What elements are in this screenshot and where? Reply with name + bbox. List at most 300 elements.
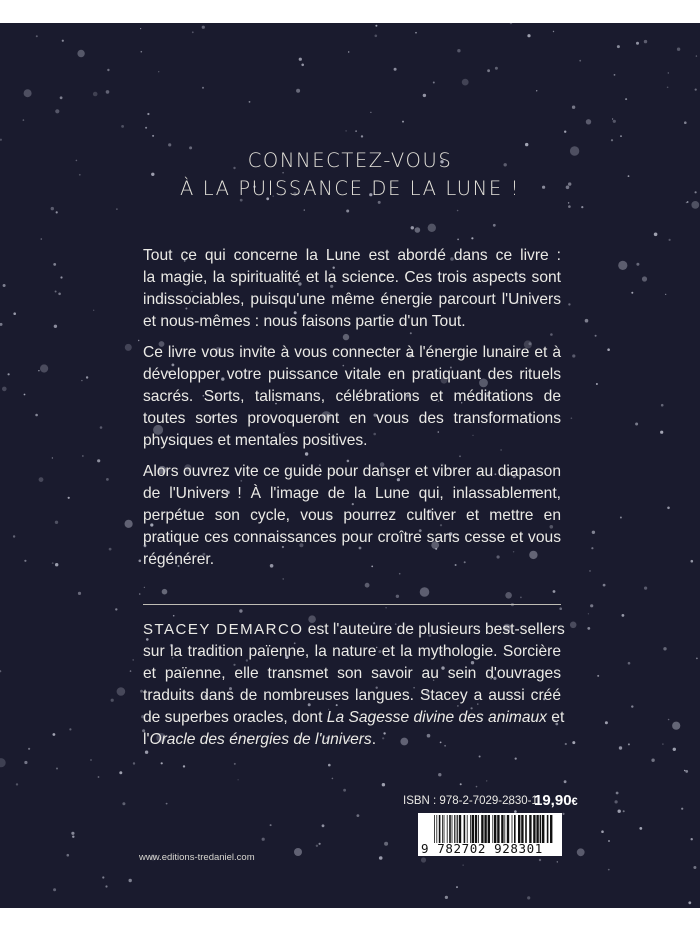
star	[90, 759, 91, 760]
star	[93, 92, 98, 97]
star	[476, 786, 478, 788]
star	[166, 803, 168, 805]
paragraph-line: physiques et mentales positives.	[143, 432, 368, 449]
star	[106, 90, 110, 94]
star	[81, 380, 82, 381]
isbn: ISBN : 978-2-7029-2830-1	[403, 795, 538, 807]
star	[56, 768, 58, 770]
star	[564, 131, 566, 133]
star	[456, 886, 458, 888]
star	[0, 323, 3, 326]
paragraph-line: pratique ces connaissances pour croître sans cesse et vous	[143, 529, 561, 546]
barcode-bar	[447, 815, 448, 843]
star	[423, 94, 426, 97]
star	[51, 207, 54, 210]
barcode-bar	[475, 815, 477, 843]
star	[631, 292, 633, 294]
star	[693, 866, 696, 869]
star	[684, 770, 686, 772]
star	[457, 239, 459, 241]
star	[72, 836, 74, 838]
star	[24, 394, 26, 396]
star	[161, 762, 163, 764]
star	[13, 535, 15, 537]
barcode-bar	[436, 815, 437, 843]
star	[570, 622, 577, 629]
star	[35, 414, 38, 417]
star	[587, 627, 590, 630]
star	[616, 792, 619, 795]
book-back-cover	[0, 23, 700, 908]
star	[192, 31, 194, 33]
author-bio-line: de superbes oracles, dont La Sagesse divine des animaux et	[143, 709, 565, 726]
star	[597, 675, 599, 677]
barcode-bar	[444, 815, 445, 843]
star	[654, 233, 658, 237]
star	[577, 848, 585, 856]
star	[620, 135, 622, 137]
barcode-bar	[542, 815, 544, 843]
star	[510, 23, 512, 24]
star	[415, 32, 417, 34]
author-bio	[143, 619, 565, 751]
star	[644, 587, 647, 590]
barcode-number: 9 782702 928301	[421, 841, 543, 856]
star	[106, 478, 109, 481]
cover-heading	[0, 147, 700, 203]
description	[143, 245, 561, 580]
star	[568, 303, 570, 305]
star	[357, 814, 360, 817]
author-bio-line: l'Oracle des énergies de l'univers.	[143, 731, 377, 748]
star	[16, 783, 18, 785]
star	[67, 854, 70, 857]
heading-line-1: CONNECTEZ-VOUS	[247, 149, 453, 172]
star	[139, 560, 142, 563]
star	[71, 832, 74, 835]
star	[445, 896, 448, 899]
star	[438, 773, 441, 776]
star	[662, 743, 663, 744]
star	[332, 778, 334, 780]
star	[685, 770, 688, 773]
star	[69, 728, 71, 730]
book-title: La Sagesse divine des animaux	[326, 709, 547, 726]
star	[608, 869, 610, 871]
paragraph-line: de l'Univers ! À l'image de la Lune qui, inlassablement,	[143, 485, 561, 502]
barcode-bar	[484, 815, 486, 843]
star	[596, 383, 598, 385]
star	[677, 48, 680, 51]
star	[667, 507, 670, 510]
star	[39, 477, 44, 482]
paragraph-line: Alors ouvrez vite ce guide pour danser et vibrer au diapason	[143, 463, 561, 480]
description-paragraph	[143, 245, 561, 333]
star	[299, 58, 302, 61]
star	[394, 68, 397, 71]
star	[572, 106, 575, 109]
star	[117, 687, 126, 696]
star	[55, 291, 57, 293]
star	[122, 802, 125, 805]
star	[631, 705, 633, 707]
barcode-bar	[547, 815, 549, 843]
author-name: STACEY DEMARCO	[143, 621, 304, 638]
publisher-website: www.editions-tredaniel.com	[139, 852, 255, 863]
barcode-bar	[470, 815, 471, 843]
heading-line-2: À LA PUISSANCE DE LA LUNE !	[179, 177, 521, 200]
star	[525, 143, 528, 146]
star	[589, 570, 590, 571]
star	[162, 589, 168, 595]
star	[78, 592, 81, 595]
star	[109, 548, 112, 551]
star	[53, 733, 56, 736]
barcode-bars	[434, 815, 554, 843]
star	[86, 376, 88, 378]
star	[0, 139, 2, 141]
star	[28, 748, 30, 750]
star	[119, 771, 122, 774]
barcode-bar	[501, 815, 503, 843]
barcode-bar	[533, 815, 535, 843]
star	[111, 699, 114, 702]
star	[505, 592, 512, 599]
star	[612, 118, 613, 119]
star	[239, 609, 242, 612]
barcode-bar	[512, 815, 513, 843]
star	[41, 238, 43, 240]
star	[620, 517, 622, 519]
star	[202, 26, 205, 29]
star	[140, 28, 141, 29]
star	[433, 82, 435, 84]
star	[428, 224, 436, 232]
star	[642, 276, 647, 281]
star	[487, 69, 490, 72]
paragraph-line: et nous-mêmes : nous faisons partie d'un Tout.	[143, 313, 466, 330]
star	[615, 800, 618, 803]
star	[379, 856, 383, 860]
star	[618, 261, 627, 270]
star	[396, 595, 399, 598]
author-bio-text: est l'auteure de plusieurs best-sellers	[303, 621, 565, 638]
star	[402, 121, 404, 123]
star	[105, 885, 107, 887]
star	[147, 113, 149, 115]
star	[56, 211, 58, 213]
star	[152, 135, 154, 137]
star	[695, 89, 697, 91]
star	[262, 838, 265, 841]
star	[173, 615, 175, 617]
star	[294, 848, 302, 856]
oracle-title: Oracle des énergies de l'univers	[149, 731, 372, 748]
paragraph-line: perpétue son cycle, vous pourrez cultiver et mettre en	[143, 507, 561, 524]
star	[115, 608, 117, 610]
star	[158, 71, 159, 72]
barcode-bar	[518, 815, 520, 843]
star	[60, 96, 63, 99]
star	[572, 354, 575, 357]
star	[619, 746, 622, 749]
star	[684, 121, 687, 124]
star	[0, 758, 6, 767]
star	[55, 109, 59, 113]
star	[691, 838, 693, 840]
star	[132, 659, 134, 661]
star	[618, 810, 621, 813]
star	[270, 824, 272, 826]
star	[100, 426, 103, 429]
star	[93, 310, 94, 311]
author-bio-line: sur la tradition païenne, la nature et la mythologie. Sorcière	[143, 643, 561, 660]
star	[520, 597, 522, 599]
star	[586, 119, 591, 124]
star	[420, 587, 430, 597]
star	[585, 319, 589, 323]
paragraph-line: Ce livre vous invite à vous connecter à l'énergie lunaire et à	[143, 344, 561, 361]
divider	[143, 604, 561, 605]
barcode-bar	[514, 815, 516, 843]
star	[40, 364, 48, 372]
star	[301, 64, 304, 67]
star	[471, 237, 473, 239]
star	[688, 901, 691, 904]
star	[328, 764, 331, 767]
paragraph-line: la magie, la spiritualité et la science. Ces trois aspects sont	[143, 269, 561, 286]
star	[608, 840, 610, 842]
star	[667, 87, 669, 89]
star	[651, 759, 654, 762]
star	[68, 497, 70, 499]
paragraph-line: indissociables, puisqu'une même énergie parcourt l'Univers	[143, 291, 561, 308]
star	[361, 135, 363, 137]
star	[107, 69, 109, 71]
star	[8, 373, 10, 375]
star	[55, 563, 58, 566]
star	[553, 31, 554, 32]
star	[60, 276, 62, 278]
star	[590, 604, 593, 607]
star	[672, 722, 680, 730]
barcode-bar	[442, 815, 443, 843]
star	[527, 34, 530, 37]
author-bio-line: traduits dans de nombreuses langues. Stacey a aussi créé	[143, 687, 561, 704]
star	[605, 721, 608, 724]
star	[133, 762, 135, 764]
star	[125, 344, 132, 351]
star	[661, 404, 664, 407]
star	[234, 763, 236, 765]
star	[463, 865, 464, 866]
star	[304, 209, 305, 210]
star	[382, 783, 385, 786]
star	[138, 340, 139, 341]
star	[479, 756, 481, 758]
star	[572, 741, 575, 744]
star	[588, 613, 589, 614]
star	[557, 861, 558, 862]
star	[603, 584, 606, 587]
barcode-bar	[504, 815, 505, 843]
star	[52, 457, 53, 458]
star	[527, 896, 530, 899]
barcode-bar	[525, 815, 527, 843]
star	[623, 810, 625, 812]
star	[23, 119, 25, 121]
star	[691, 560, 694, 563]
star	[345, 130, 346, 131]
star	[52, 562, 54, 564]
barcode	[418, 813, 562, 856]
star	[296, 89, 300, 93]
price: 19,90€	[534, 792, 578, 809]
star	[628, 662, 631, 665]
barcode-bar	[494, 815, 496, 843]
barcode-bar	[481, 815, 483, 843]
barcode-bar	[497, 815, 499, 843]
star	[460, 783, 462, 785]
star	[141, 51, 143, 53]
star	[539, 859, 541, 861]
star	[13, 312, 16, 315]
star	[457, 210, 459, 212]
star	[348, 51, 349, 52]
star	[591, 547, 593, 549]
barcode-bar	[439, 815, 441, 843]
star	[58, 293, 61, 296]
star	[249, 101, 251, 103]
star	[696, 658, 698, 660]
star	[559, 607, 562, 610]
star	[145, 751, 148, 754]
star	[665, 294, 666, 295]
star	[355, 130, 357, 132]
star	[385, 607, 386, 608]
paragraph-line: régénérer.	[143, 551, 215, 568]
star	[592, 531, 595, 534]
star	[144, 587, 145, 588]
star	[375, 25, 377, 27]
barcode-bar	[492, 815, 493, 843]
author-bio-line: et païenne, elle transmet son savoir au sein d'ouvrages	[143, 665, 561, 682]
star	[636, 263, 639, 266]
star	[457, 49, 460, 52]
star	[486, 780, 487, 781]
star	[668, 719, 670, 721]
star	[125, 520, 133, 528]
star	[384, 842, 388, 846]
star	[628, 743, 630, 745]
star	[536, 90, 537, 91]
star	[635, 423, 638, 426]
star	[673, 748, 676, 751]
star	[2, 387, 7, 392]
star	[319, 843, 321, 845]
star	[322, 824, 325, 827]
star	[581, 206, 583, 208]
star	[553, 590, 556, 593]
star	[55, 521, 58, 524]
barcode-bar	[459, 815, 461, 843]
star	[98, 776, 100, 778]
star	[668, 72, 669, 73]
barcode-bar	[472, 815, 474, 843]
star	[495, 67, 498, 70]
star	[116, 208, 118, 210]
barcode-bar	[467, 815, 468, 843]
star	[77, 50, 84, 57]
star	[622, 614, 625, 617]
paragraph-line: toutes sortes provoqueront en vous des transformations	[143, 410, 561, 427]
star	[493, 224, 496, 227]
star	[462, 79, 469, 86]
star	[346, 210, 349, 213]
star	[617, 45, 620, 48]
star	[568, 205, 571, 208]
barcode-bar	[488, 815, 490, 843]
star	[681, 808, 683, 810]
barcode-bar	[536, 815, 538, 843]
star	[421, 857, 426, 862]
star	[515, 758, 517, 760]
star	[24, 560, 26, 562]
star	[644, 40, 647, 43]
star	[145, 127, 147, 129]
star	[82, 455, 83, 456]
star	[595, 335, 597, 337]
barcode-bar	[478, 815, 479, 843]
star	[121, 125, 124, 128]
star	[54, 325, 57, 328]
star	[562, 813, 564, 815]
star	[183, 765, 185, 767]
barcode-bar	[540, 815, 542, 843]
star	[415, 227, 421, 233]
star	[0, 670, 1, 672]
star	[139, 593, 141, 595]
star	[375, 35, 378, 38]
barcode-bar	[464, 815, 466, 843]
star	[238, 779, 239, 780]
paragraph-line: sacrés. Sorts, talismans, célébrations et méditations de	[143, 388, 561, 405]
star	[614, 74, 616, 76]
star	[202, 87, 204, 89]
star	[613, 120, 616, 123]
barcode-bar	[529, 815, 531, 843]
star	[316, 845, 318, 847]
description-paragraph	[143, 461, 561, 571]
barcode-bar	[456, 815, 457, 843]
barcode-bar	[550, 815, 552, 843]
star	[564, 780, 567, 783]
star	[411, 226, 414, 229]
description-paragraph	[143, 342, 561, 452]
star	[579, 60, 581, 62]
star	[53, 263, 56, 266]
star	[601, 830, 604, 833]
star	[660, 431, 663, 434]
star	[663, 647, 666, 650]
star	[129, 879, 132, 882]
star	[565, 743, 567, 745]
star	[343, 789, 346, 792]
barcode-bar	[434, 815, 435, 843]
star	[625, 98, 627, 100]
barcode-bar	[521, 815, 523, 843]
star	[24, 761, 27, 764]
